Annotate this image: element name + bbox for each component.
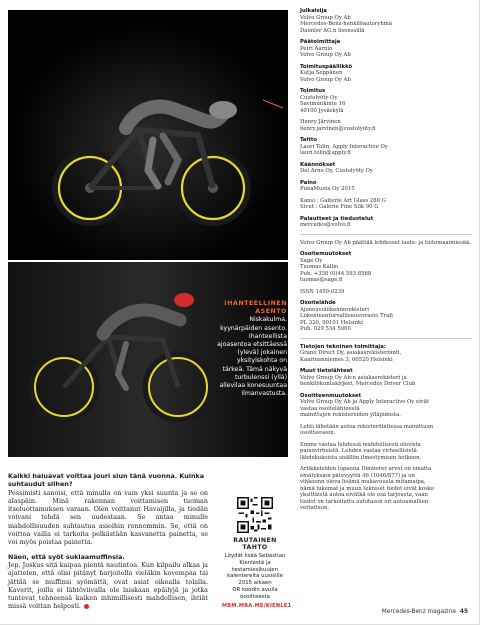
colophon-section bbox=[300, 8, 472, 34]
colophon-line: PL 320, 00101 Helsinki bbox=[300, 319, 363, 326]
colophon bbox=[300, 8, 472, 517]
colophon-line: Volvo Group Oy Ab päättää lehdesset laute- ja tietomaaimiesää. bbox=[300, 239, 471, 246]
colophon-line: Sivut : Galerie Fine Silk 90 G bbox=[300, 204, 379, 210]
colophon-section bbox=[300, 424, 472, 437]
colophon-section bbox=[300, 251, 472, 284]
page-footer bbox=[382, 609, 468, 615]
colophon-heading: Osoitemuutokset bbox=[300, 251, 352, 257]
colophon-section bbox=[300, 137, 472, 157]
colophon-heading: Julkaisija bbox=[300, 8, 327, 14]
answer-1: Pessimisti sanoisi, että minulla on vain yksi suunta ja se on alaspäin. Minä rakennan voittamisen tuoman itseluottamuksen varaan. Olen voittanut Havaijilla, ja tiedän voivani tehdä sen uudestaan. Se antaa minulle mahdollisuuden suhtautua asioihin rennommin. Se, että on voittoa vailla ei tarkoita pelkästään kasvanetta painetta, se voi myös poistaa painetta. bbox=[8, 488, 208, 547]
colophon-line: tuomas@sage.fi bbox=[300, 277, 343, 283]
colophon-line: vihkoonn oleva lisämä mukavuusta mitamaipa, bbox=[300, 479, 426, 485]
question-1: Kaikki haluavat voittaa jouri siun tänä vuonna. Kuinka suhtaudut siihen? bbox=[8, 472, 205, 489]
colophon-heading: Tietojen tekninen toimittaja: bbox=[300, 343, 386, 350]
colophon-group-2 bbox=[300, 240, 472, 333]
answer-2 bbox=[8, 561, 208, 611]
colophon-line: lauri.tolin@apply.fi bbox=[300, 150, 351, 156]
colophon-line: nämä lukemat ja muun tekniset tiedot eivät koske bbox=[300, 485, 435, 492]
colophon-line: Savimunkinte 16 bbox=[300, 101, 346, 107]
colophon-section bbox=[300, 162, 472, 175]
colophon-line: Volvo Group Oy Ab bbox=[300, 14, 351, 21]
colophon-line: yksittäistä autoa eivätkä ole osa tarjousta, vaan bbox=[300, 492, 428, 498]
colophon-line: emätyksien pätevyyttä 46 (1046/877) ja on bbox=[300, 472, 415, 479]
colophon-section bbox=[300, 393, 472, 419]
colophon-line: Puh. +358 (0)44 593 8568 bbox=[300, 270, 372, 277]
colophon-line: tiedot on tarkoitettu autotason eri autoamallien bbox=[300, 498, 429, 505]
colophon-section bbox=[300, 198, 472, 211]
colophon-heading: Käännökset bbox=[300, 161, 336, 168]
colophon-line: Volvo Group Oy Ab bbox=[300, 76, 351, 83]
colophon-section bbox=[300, 344, 472, 364]
colophon-line: Daimler AG:n lisenssillä bbox=[300, 27, 365, 34]
colophon-line: Volvo Group Oy Ab bbox=[300, 52, 351, 58]
colophon-line: Lauri Tolin, Apply Interactive Oy bbox=[300, 143, 388, 150]
colophon-heading: Taitto bbox=[300, 137, 318, 143]
colophon-line: Sage Oy bbox=[300, 257, 323, 264]
page-number: 45 bbox=[459, 609, 468, 615]
red-dot-end-icon bbox=[84, 604, 89, 609]
cyclist-photo-top bbox=[8, 10, 288, 260]
magazine-name: Mercedes-Benz magazine bbox=[381, 609, 456, 615]
colophon-line: Katja Seppänen bbox=[300, 70, 343, 76]
colophon-line: Dei Arno Oy, Custolyöty Oy bbox=[300, 168, 373, 174]
colophon-section bbox=[300, 39, 472, 59]
caption-heading-1: IHANTEELLINEN bbox=[224, 300, 287, 307]
caption-heading-2: ASENTO bbox=[255, 308, 287, 316]
colophon-line: mercedes@volvo.fi bbox=[300, 222, 351, 228]
colophon-section bbox=[300, 442, 472, 462]
colophon-line: ISSN 1459-0239 bbox=[300, 288, 345, 295]
colophon-line: 40100 Jyväskylä bbox=[300, 107, 344, 114]
divider bbox=[300, 234, 472, 235]
question-2: Näen, että syöt suklaamuffinsia. bbox=[8, 552, 125, 561]
qr-title: RAUTAINEN TAHTO bbox=[233, 537, 277, 551]
colophon-heading: Palautteet ja tiedustelut bbox=[300, 215, 374, 222]
colophon-line: Volvo Group Oy Ab:n asiakasrekisteri ja bbox=[300, 374, 407, 381]
colophon-section bbox=[300, 119, 472, 132]
caption-body: Niskakulma, kyynärpäiden asento. Ihanteellista ajoasentoa etsittäessä (ylevä) jokainen yksityiskohta on tärkeä. Tämä näkyvä turbulenssi (yllä) allevilaa konesuuntaa ilmanvastusta. bbox=[217, 316, 287, 398]
colophon-line: mainittujen rekistereiden ylläpidosta. bbox=[300, 412, 401, 418]
colophon-line: Grano Direct Oy, asiakasrekisteröinti, bbox=[300, 350, 402, 356]
qr-code-icon[interactable] bbox=[237, 497, 273, 533]
colophon-group-3 bbox=[300, 344, 472, 512]
colophon-heading: Muut tietolähteet bbox=[300, 368, 353, 374]
colophon-group-1 bbox=[300, 8, 472, 229]
colophon-line: Tuomas Kallio bbox=[300, 264, 339, 270]
colophon-line: vertailuun. bbox=[300, 505, 330, 511]
colophon-section bbox=[300, 88, 472, 114]
colophon-heading: Toimituspäällikkö bbox=[300, 63, 353, 70]
colophon-section bbox=[300, 368, 472, 388]
divider bbox=[300, 338, 472, 339]
colophon-line: painovirheistä. Lehden vastaa virheellisistä bbox=[300, 448, 417, 454]
colophon-section bbox=[300, 240, 472, 247]
colophon-line: Custolyöty Oy bbox=[300, 94, 338, 101]
colophon-section bbox=[300, 216, 472, 229]
colophon-line: Lehti lähetään autoa rekisteröintiessa mainittuun bbox=[300, 423, 434, 430]
colophon-section bbox=[300, 289, 472, 296]
colophon-section bbox=[300, 180, 472, 193]
colophon-heading: Osoitteenmuutokset bbox=[300, 392, 362, 399]
colophon-line: osoitteeseen. bbox=[300, 430, 336, 436]
colophon-section bbox=[300, 466, 472, 512]
colophon-line: PunaMusta Oy 2015 bbox=[300, 186, 355, 192]
colophon-line: Henry Järvinen bbox=[300, 119, 341, 125]
colophon-line: Volvo Group Oy Ab ja Apply Interactive Oy eivät bbox=[300, 399, 430, 405]
colophon-line: Ajoneuvoliikennerekisteri bbox=[300, 306, 369, 313]
colophon-line: Petri Aarnio bbox=[300, 45, 333, 52]
colophon-line: Liikenteenturvallisuusvirasto Trafi bbox=[300, 313, 393, 319]
qr-description: Löydät lisää Sebastian Kienlestä ja testamiesikuujen kalentereita uusisille 2015 alkaen OR koodin avulla osoitteesta bbox=[224, 553, 286, 600]
colophon-section bbox=[300, 64, 472, 84]
colophon-heading: Päätoimittaja bbox=[300, 39, 341, 45]
colophon-line: vastaa osoitelähteestä bbox=[300, 405, 360, 412]
colophon-line: Kaarinanniemes 3, 00520 Helsinki bbox=[300, 356, 393, 363]
colophon-heading: Paino bbox=[300, 179, 317, 186]
qr-block bbox=[222, 497, 292, 609]
colophon-line: Artikkeleiden lupauna Dimborer arvot on ematta bbox=[300, 466, 432, 472]
photo-caption bbox=[217, 300, 287, 398]
colophon-line: Emme vastaa lehdessä mahdollisesti olevista bbox=[300, 441, 421, 448]
colophon-section bbox=[300, 300, 472, 333]
colophon-heading: Toimitus bbox=[300, 88, 326, 94]
colophon-line: lähdekokoista sisällön ilmestymisen hetkeen. bbox=[300, 454, 422, 461]
qr-url-link[interactable]: MBM.MBA.ME/KIENLE1 bbox=[222, 602, 292, 609]
interview-text bbox=[8, 472, 208, 617]
colophon-line: Puh. 029 534 5000 bbox=[300, 326, 351, 332]
colophon-line: Kansi : Gaiterie Art Glass 280 G bbox=[300, 197, 386, 204]
colophon-heading: Osoitelähde bbox=[300, 300, 336, 306]
colophon-line: henkilökuntakirjeet, Mercedes Driver Club bbox=[300, 381, 416, 387]
colophon-line: henry.jarvinen@custolyöty.fi bbox=[300, 125, 376, 132]
answer-2-text: Jep. Joskus sitä kaipaa pientä nautintoa. Kun kilpailu alkaa ja ajattelen, että olisi pitänyt harjoitella vieläkin kovempaa tai jättää se muffinsi syömättä, ovat asiat oikealla tolalla. Kaverit, joilla ei lähtöviivalla ole laiskaan epäilyjä ja jotka tuntevat tehneensä kaiken inhimillisesti mahdollisen, ihtiät missä voittan helposti. bbox=[8, 560, 208, 611]
colophon-line: Mercedes-Benz-henkilöautoryhmä bbox=[300, 21, 392, 27]
